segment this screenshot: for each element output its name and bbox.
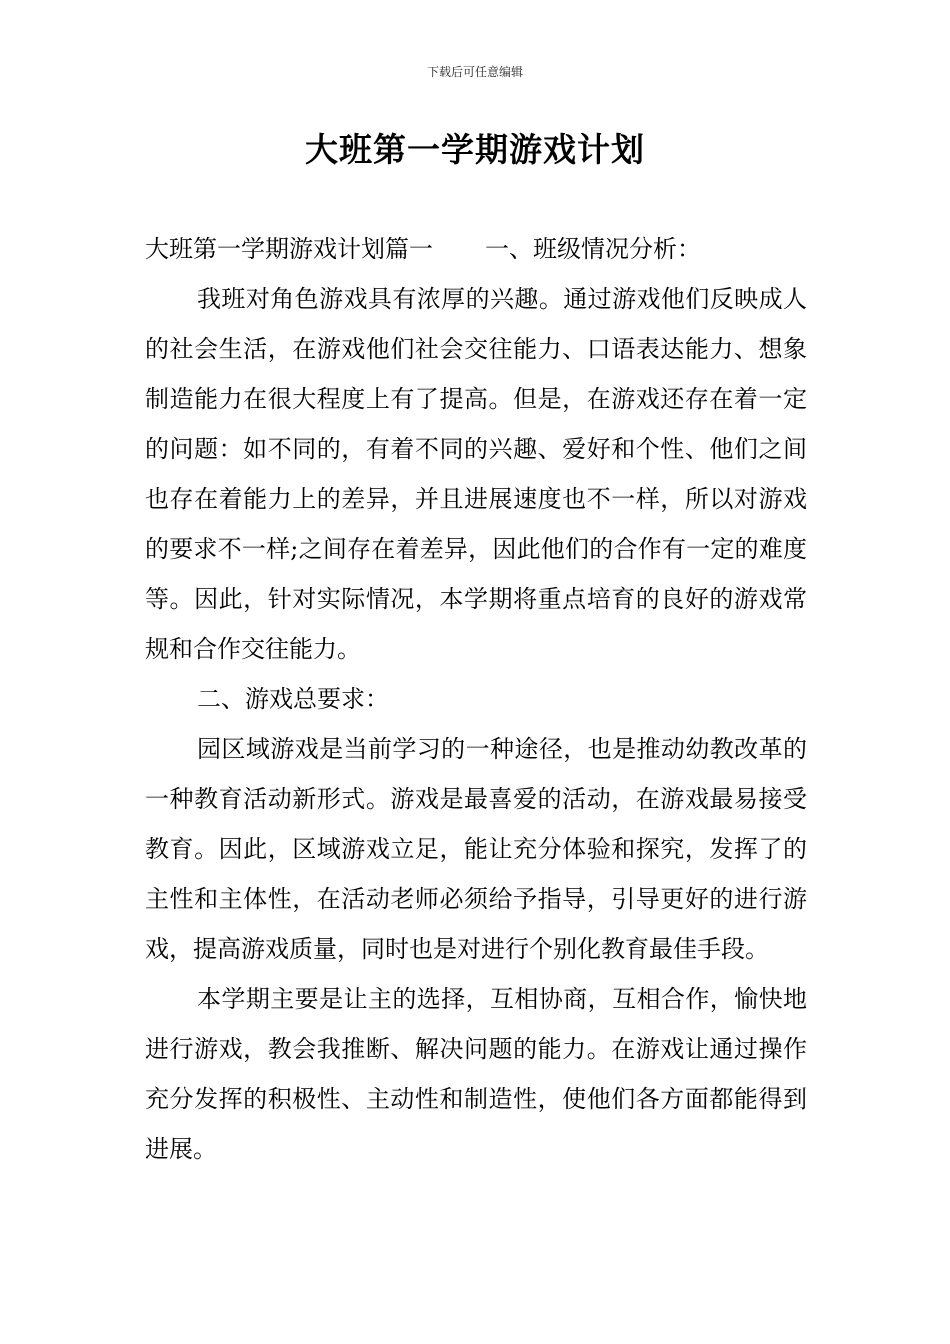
paragraph-semester-goals: 本学期主要是让主的选择，互相协商，互相合作，愉快地进行游戏，教会我推断、解决问题的能力。在游戏让通过操作充分发挥的积极性、主动性和制造性，使他们各方面都能得到进展。: [145, 985, 807, 1163]
intro-line: [145, 224, 807, 274]
paragraph-class-analysis: 我班对角色游戏具有浓厚的兴趣。通过游戏他们反映成人的社会生活，在游戏他们社会交往能力、口语表达能力、想象制造能力在很大程度上有了提高。但是，在游戏还存在着一定的问题：如不同的，有着不同的兴趣、爱好和个性、他们之间也存在着能力上的差异，并且进展速度也不一样，所以对游戏的要求不一样;之间存在着差异，因此他们的合作有一定的难度等。因此，针对实际情况，本学期将重点培育的良好的游戏常规和合作交往能力。: [145, 285, 807, 663]
document-title: 大班第一学期游戏计划: [305, 130, 645, 169]
paragraph-area-games: 园区域游戏是当前学习的一种途径，也是推动幼教改革的一种教育活动新形式。游戏是最喜爱的活动，在游戏最易接受教育。因此，区域游戏立足，能让充分体验和探究，发挥了的主性和主体性，在活动老师必须给予指导，引导更好的进行游戏，提高游戏质量，同时也是对进行个别化教育最佳手段。: [145, 735, 807, 963]
header-note: 下载后可任意编辑: [426, 65, 523, 79]
article-label: 大班第一学期游戏计划篇一: [145, 235, 433, 263]
document-body: [145, 224, 807, 1174]
section-heading-1: 一、班级情况分析：: [485, 235, 701, 263]
section-heading-2: 二、游戏总要求：: [197, 685, 389, 713]
